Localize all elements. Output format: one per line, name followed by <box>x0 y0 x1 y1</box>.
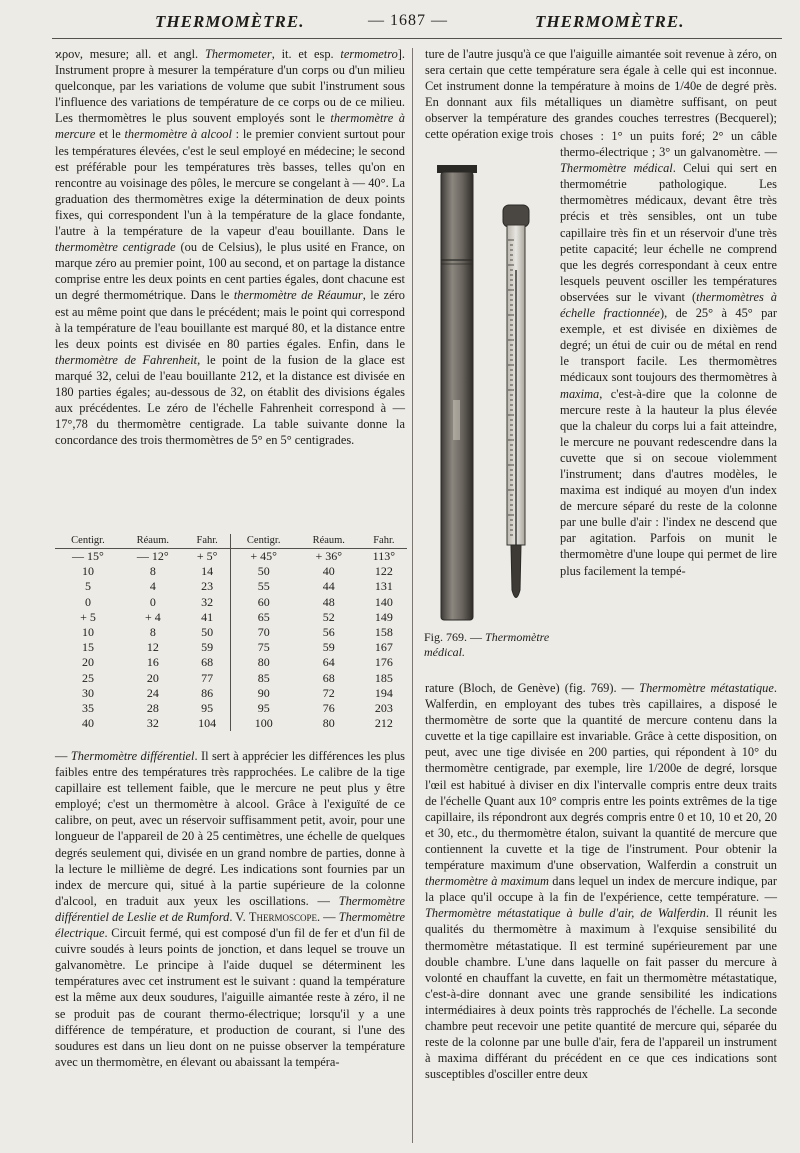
table-cell: 5 <box>84 579 91 594</box>
table-cell: 140 <box>374 594 393 609</box>
table-cell: 8 <box>149 564 156 579</box>
table-body <box>55 549 407 732</box>
text-run: choses : 1° un puits foré; 2° un câble thermo-électrique ; 3° un galvanomètre. — <box>560 129 777 160</box>
table-cell: 212 <box>374 716 393 731</box>
table-cell: 16 <box>146 655 159 670</box>
table-cell: 90 <box>257 685 270 700</box>
table-cell: 80 <box>257 655 270 670</box>
table-cell: 4 <box>149 579 156 594</box>
header-rule <box>52 38 782 39</box>
table-cell: 70 <box>257 625 270 640</box>
table-cell: 35 <box>81 701 94 716</box>
text-run: thermomètre centigrade <box>55 240 176 255</box>
table-cell: + 5° <box>185 549 230 565</box>
table-cell: 48 <box>322 594 335 609</box>
text-run: Thermometer <box>204 47 272 61</box>
column-divider <box>412 48 413 1143</box>
table-cell: 40 <box>322 564 335 579</box>
table-cell: 8 <box>149 625 156 640</box>
text-run: . Celui qui sert en thermométrie pathologique. Les thermomètres médicaux, devant être très précis et très sensibles, ont un tube capillaire très fin et un réservoir d'une très petite capacité; leur échelle ne comprend que les degrés correspondant à ceux entre lesquels peuvent osciller les températures observées sur le vivant ( <box>560 161 777 304</box>
text-run: , le point de la fusion de la glace est marqué 32, celui de l'eau bouillante 212, et la distance est divisée en 180 parties égales; au-dessous de 32, on établit des divisions égales aux précédentes. Le zéro de l'échelle Fahrenheit correspond à — 17°,78 du thermomètre centigrade. La table suivante donne la concordance des trois thermomètres de 5° en 5° centigrades. <box>55 352 405 448</box>
text-run: Thermomètre différentiel de Leslie et de Rumford <box>55 893 405 924</box>
table-cell: + 4 <box>144 609 161 624</box>
text-run: . — <box>316 909 339 924</box>
table-cell: 23 <box>185 579 230 594</box>
column-1-continued <box>55 748 405 1070</box>
table-cell: 10 <box>81 625 94 640</box>
table-cell: 77 <box>185 671 230 686</box>
caption-title: Thermomètre médical. <box>424 630 550 659</box>
table-cell: 59 <box>185 640 230 655</box>
table-cell: 41 <box>185 610 230 625</box>
text-run: thermomètre de Réaumur <box>233 288 363 303</box>
medical-thermometer-icon <box>503 205 529 598</box>
table-cell: 95 <box>185 701 230 716</box>
text-run: ϰρον, mesure; all. et angl. <box>55 47 205 61</box>
text-run: thermomètre de Fahrenheit <box>55 352 198 367</box>
table-cell: 76 <box>322 701 335 716</box>
text-run: : le premier convient surtout pour les températures élevées, c'est le seul employé en médecine; le second est préférable pour les températures très basses, telles qu'on en rencontre au voisinage des pôles, le mercure se congelant à — 40°. La graduation des thermomètres exige la détermination de deux points fixes, qui correspondent l'un à la température de la glace fondante, l'autre à la température de la vapeur d'eau bouillante. Dans le <box>55 127 406 239</box>
table-cell: 122 <box>374 564 393 579</box>
table-cell: 44 <box>322 579 335 594</box>
table-cell: 12 <box>146 640 159 655</box>
text-run: et le <box>95 127 125 142</box>
table-cell: 28 <box>146 701 159 716</box>
table-row <box>55 595 407 610</box>
running-head-left: THERMOMÈTRE. <box>155 12 305 31</box>
table-cell: 65 <box>257 609 270 624</box>
text-run: Thermomètre métastatique <box>639 681 774 695</box>
table-cell: 100 <box>254 716 273 731</box>
caption-label: Fig. 769. — <box>424 630 486 644</box>
paragraph-thermometre-differentiel <box>55 748 405 1070</box>
table-header-cell: Centigr. <box>230 534 297 549</box>
table-cell: 185 <box>374 670 393 685</box>
table-cell: 149 <box>374 609 393 624</box>
text-run: Thermomètre différentiel <box>70 749 195 763</box>
table-row <box>55 686 407 701</box>
text-run: , c'est-à-dire que la colonne de mercure reste à la hauteur la plus élevée que la chaleur du corps lui a fait atteindre, le mercure ne pouvant redescendre dans la cuvette que si on secoue violemment l'instrument; dans d'autres modèles, le maxima est indiqué au moyen d'un index de mercure séparé du reste de la colonne par une bulle d'air : l'index ne descend que par agitation. Parfois on munit le thermomètre d'une loupe qui permet de lire plus facilement la tempé- <box>560 386 777 578</box>
table-row <box>55 625 407 640</box>
text-run: thermomètre à maximum <box>425 874 549 889</box>
table-cell: + 5 <box>80 609 96 624</box>
text-run: . Il sert à apprécier les différences les plus faibles entre des températures très rapprochées. Le calibre de la tige capillaire est tellement faible, que le mercure ne peut plus y être employé; c'est un thermomètre à alcool. Grâce à l'exiguïté de ce calibre, on peut, avec un réservoir suffisamment petit, avoir, pour une longueur de l'appareil de 20 à 25 centimètres, une échelle de quelques degrés seulement qui, divisée en un grand nombre de parties, donne à la lecture le millième de degré. Les indications sont fournies par un index de mercure qui, situé à la partie supérieure de la colonne d'alcool, en traduit aux yeux les oscillations. — <box>55 749 405 908</box>
paragraph-continued: ture de l'autre jusqu'à ce que l'aiguille aimantée soit revenue à zéro, on sera certain que cette température sera égale à celle qui est inconnue. Cet instrument donne la température à moins de 1/40e de degré près. En donnant aux fils métalliques un diamètre suffisant, on peut observer la température des grandes couches terrestres (Becquerel); cette opération exige trois <box>425 47 777 142</box>
table-cell: 59 <box>322 640 335 655</box>
text-run: — <box>55 749 71 763</box>
column-2-beside-figure <box>560 128 777 579</box>
text-run: thermomètres à échelle fractionnée <box>560 289 777 321</box>
text-run: ]. Instrument propre à mesurer la température d'un corps ou d'un milieu quelconque, par les variations de volume que subit l'instrument sous l'influence des variations de température de ce corps ou de ce milieu. Les thermomètres le plus souvent employés sont le <box>55 47 405 126</box>
temperature-conversion-table <box>55 534 407 731</box>
text-run: termometro <box>340 47 398 61</box>
table-cell: 64 <box>322 655 335 670</box>
table-cell: 60 <box>257 594 270 609</box>
table-header-cell: Fahr. <box>185 534 230 549</box>
table-cell: 20 <box>146 670 159 685</box>
text-run: (ou de Celsius), le plus usité en France, on marque zéro au premier point, 100 au second, et on partage la distance comprise entre les deux points en cent parties égales, dont chacune est un degré thermométrique. Dans le <box>55 240 405 303</box>
table-row <box>55 671 407 686</box>
table-cell: — 12° <box>136 549 169 563</box>
table-cell: 75 <box>257 640 270 655</box>
text-run: , le zéro est au même point que dans le précédent; mais le point qui correspond à la température de l'eau bouillante est marqué 80, et la distance entre les deux points est divisée en 80 parties égales. Enfin, dans le <box>55 288 405 351</box>
table-header-cell: Centigr. <box>55 534 121 549</box>
table-header-cell: Réaum. <box>297 534 361 549</box>
table-cell: 0 <box>84 594 91 609</box>
table-cell: 20 <box>81 655 94 670</box>
page-number: — 1687 — <box>368 12 448 29</box>
text-run: . Il réunit les qualités du thermomètre à maximum à l'exquise sensibilité du thermomètre métastatique. Il est terminé supérieurement par une double chambre. L'une dans laquelle on fait passer du mercure à volonté en chauffant la cuvette, en fait un thermomètre métastatique, c'est-à-dire donnant avec une grande sensibilité les indications intermédiaires à deux points très rapprochés de l'échelle. La seconde chambre peut recevoir une petite quantité de mercure qui, séparée du reste de la colonne par une bulle d'air, fera de l'appareil un instrument à maxima différant du précédent en ce que ces indications sont susceptibles d'osciller entre deux <box>425 906 777 1082</box>
text-run: . V. <box>229 909 249 924</box>
table-cell: 32 <box>185 595 230 610</box>
table-cell: — 15° <box>72 549 104 563</box>
text-run: , it. et esp. <box>271 47 341 61</box>
table-header-row <box>55 534 407 549</box>
column-1-intro <box>55 46 405 448</box>
table-cell: 104 <box>185 716 230 731</box>
table-cell: 95 <box>257 701 270 716</box>
text-run: . Circuit fermé, qui est composé d'un fil de fer et d'un fil de cuivre soudés à leurs points de jonction, et dans lequel se trouve un galvanomètre. Le principe à l'aide duquel se déterminent les températures avec cet instrument est le suivant : quand la température est la même aux deux soudures, l'aiguille aimantée reste à zéro, il ne se produit pas de courant thermo-électrique; lorsqu'il y a une différence de température, et production de courant, si l'une des soudures est dans un lieu dont on ne puisse observer la température avec un thermomètre, en élevant ou abaissant la tempéra- <box>55 926 405 1069</box>
table-row <box>55 579 407 594</box>
figure-769-medical-thermometer <box>425 150 555 630</box>
text-run: maxima <box>560 386 600 401</box>
table-header-cell: Fahr. <box>361 534 407 549</box>
figure-caption <box>424 630 552 660</box>
table-cell: 52 <box>322 609 335 624</box>
table-cell: + 45° <box>250 549 277 563</box>
table-cell: 32 <box>146 716 159 731</box>
text-run: Thermomètre métastatique à bulle d'air, de Walferdin <box>425 906 706 921</box>
text-run: rature (Bloch, de Genève) (fig. 769). — <box>425 681 640 695</box>
table-cell: 14 <box>185 564 230 579</box>
text-run: thermomètre à alcool <box>124 127 232 142</box>
table-cell: 85 <box>257 670 270 685</box>
table-cell: 158 <box>374 625 393 640</box>
table-cell: 50 <box>257 564 270 579</box>
table-row <box>55 640 407 655</box>
table-cell: 68 <box>322 670 335 685</box>
paragraph-thermometre-definition <box>55 46 405 448</box>
table-cell: 50 <box>185 625 230 640</box>
table-cell: 203 <box>374 701 393 716</box>
table-cell: 167 <box>374 640 393 655</box>
table-cell: 72 <box>322 685 335 700</box>
paragraph-thermometre-medical <box>560 128 777 579</box>
cross-reference: Thermoscope <box>248 909 317 924</box>
table-row <box>55 701 407 716</box>
running-head-right: THERMOMÈTRE. <box>535 12 685 31</box>
table-row <box>55 549 407 565</box>
table-header-cell: Réaum. <box>121 534 185 549</box>
table-row <box>55 655 407 670</box>
table-cell: 15 <box>81 640 94 655</box>
table-cell: 194 <box>374 685 393 700</box>
table-cell: 113° <box>372 549 396 563</box>
table-cell: 24 <box>146 685 159 700</box>
text-run: dans lequel un index de mercure indique, par la place qu'il occupe à la fin de l'expérience, cette température. — <box>425 874 777 905</box>
text-run: . Walferdin, en employant des tubes très capillaires, a disposé le thermomètre de sorte que la quantité de mercure contenu dans la cuvette et la tige capillaire est invariable. Grâce à cette disposition, on peut, avec une tige divisée en 200 parties, qui répondent à 10° du thermomètre centigrade, par exemple, lire 1/200e de degré, lorsque l'œil est habitué à diviser en dix l'intervalle compris entre deux traits de l'échelle Quant aux 10° compris entre les points extrêmes de la tige capillaire, ils répondront aux degrés compris entre 0 et 10, 10 et 20, 20 et 30, etc., du thermomètre étalon, suivant la quantité de mercure que contiennent la cuvette et la tige de l'instrument. Pour obtenir la température maximum d'une observation, Walferdin a construit un <box>425 681 777 873</box>
table-cell: 80 <box>322 716 335 731</box>
paragraph-thermometre-metastatique <box>425 680 777 1082</box>
table-cell: 68 <box>185 655 230 670</box>
table-cell: 10 <box>81 564 94 579</box>
table-row <box>55 564 407 579</box>
table-cell: 56 <box>322 625 335 640</box>
table-cell: 131 <box>374 579 393 594</box>
table-row <box>55 716 407 731</box>
table-cell: 30 <box>81 685 94 700</box>
text-run: Thermomètre électrique <box>55 909 405 941</box>
table-cell: 176 <box>374 655 393 670</box>
text-run: thermomètre à mercure <box>55 111 405 142</box>
text-run: ), de 25° à 45° par exemple, et est divisée en dixièmes de degré; un étui de cuir ou de métal en rend le transport facile. Les thermomètres médicaux sont toujours des thermomètres à <box>560 306 777 385</box>
table-row <box>55 610 407 625</box>
thermometer-illustration <box>425 150 555 630</box>
table-cell: 0 <box>149 594 156 609</box>
column-2-continued <box>425 680 777 1082</box>
table-cell: 86 <box>185 686 230 701</box>
table-cell: 55 <box>257 579 270 594</box>
text-run: Thermomètre médical <box>560 161 673 176</box>
table-cell: + 36° <box>315 549 343 563</box>
table-cell: 25 <box>81 670 94 685</box>
carrying-case-icon <box>437 165 477 620</box>
table-cell: 40 <box>81 716 94 731</box>
